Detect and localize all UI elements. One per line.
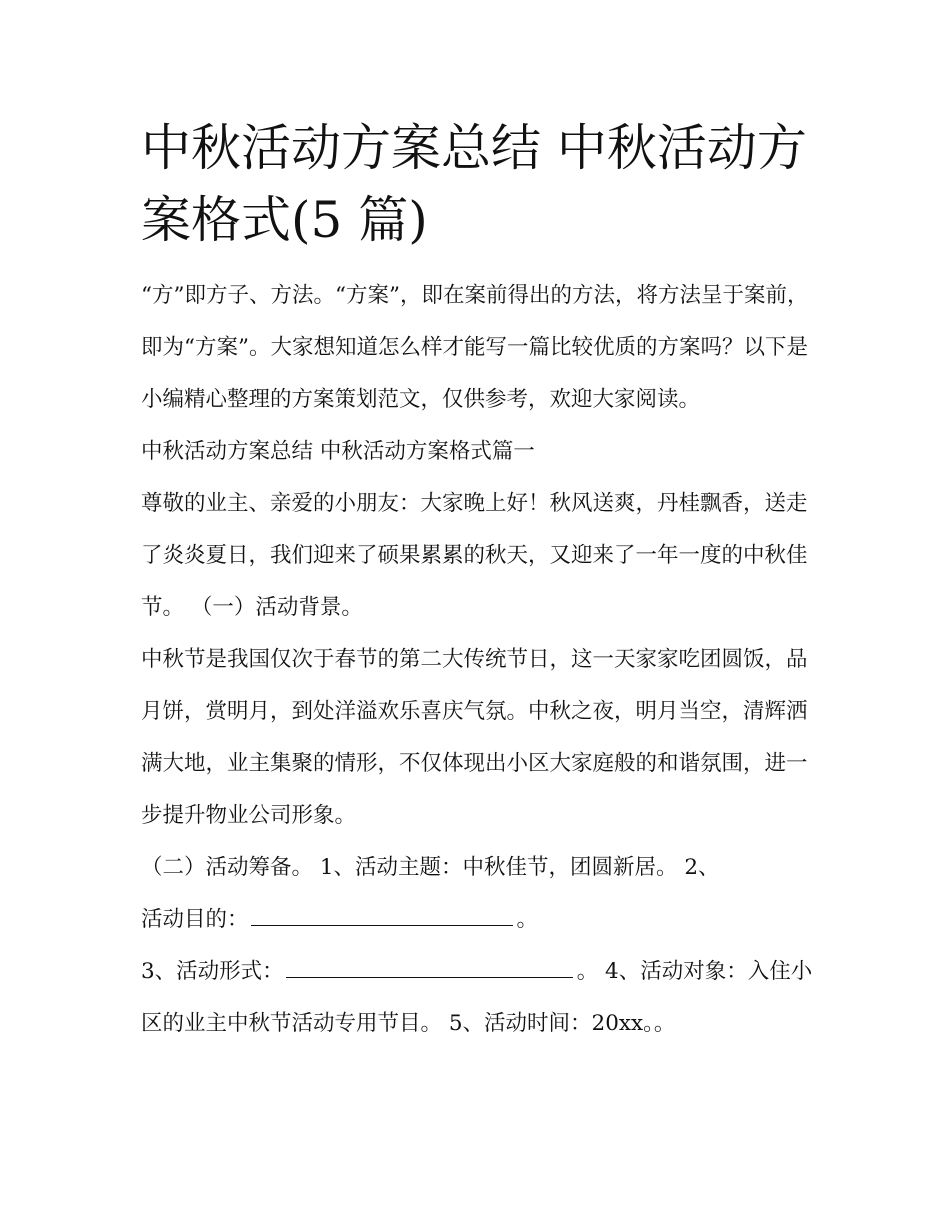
form-blank-line bbox=[286, 947, 573, 978]
greeting-paragraph: 尊敬的业主、亲爱的小朋友：大家晚上好！秋风送爽，丹桂飘香，送走了炎炎夏日，我们迎来了硕果累累的秋天，又迎来了一年一度的中秋佳节。 （一）活动背景。 bbox=[141, 491, 808, 620]
form-end-text: 。 4、活动对象：入住小区的业主中秋节活动专用节目。 5、活动时间：20xx。。 bbox=[141, 959, 813, 1036]
goal-label: 活动目的： bbox=[141, 907, 249, 932]
background-paragraph: 中秋节是我国仅次于春节的第二大传统节日，这一天家家吃团圆饭，品月饼，赏明月，到处洋溢欢乐喜庆气氛。中秋之夜，明月当空，清辉洒满大地，业主集聚的情形，不仅体现出小区大家庭般的和谐氛围，进一步提升物业公司形象。 bbox=[141, 647, 808, 828]
preparation-text: （二）活动筹备。 1、活动主题：中秋佳节，团圆新居。 2、 bbox=[141, 855, 720, 880]
intro-paragraph: “方”即方子、方法。“方案”，即在案前得出的方法，将方法呈于案前，即为“方案”。大家想知道怎么样才能写一篇比较优质的方案吗？以下是小编精心整理的方案策划范文，仅供参考，欢迎大家阅读。 bbox=[141, 283, 809, 412]
form-paragraph bbox=[141, 946, 821, 1050]
document-page bbox=[141, 112, 821, 1050]
preparation-paragraph bbox=[141, 842, 821, 946]
document-title: 中秋活动方案总结 中秋活动方案格式(5 篇) bbox=[141, 119, 807, 249]
section-heading: 中秋活动方案总结 中秋活动方案格式篇一 bbox=[141, 439, 535, 464]
goal-end: 。 bbox=[516, 907, 539, 932]
goal-blank-line bbox=[251, 895, 513, 926]
form-label: 3、活动形式： bbox=[141, 959, 284, 984]
document-body bbox=[141, 270, 821, 1050]
